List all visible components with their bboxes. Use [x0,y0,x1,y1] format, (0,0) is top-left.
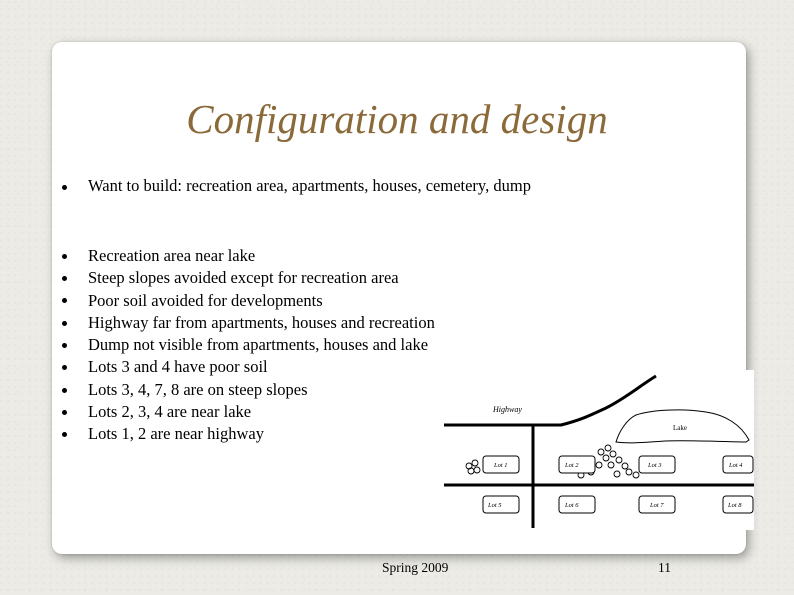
lot-label: Lot 3 [648,462,662,469]
bullet-dot [62,321,67,326]
list-item: Recreation area near lake [88,246,256,265]
list-item: Poor soil avoided for developments [88,290,323,310]
bullet-dot [62,365,67,370]
bullet-dot [62,298,67,303]
list-item: Lots 2, 3, 4 are near lake [88,402,252,422]
list-item: Lots 3, 4, 7, 8 are on steep slopes [88,379,308,399]
site-map-svg [441,370,754,530]
lot-label: Lot 8 [728,502,742,509]
bullet-dot [62,254,67,259]
footer-date: Spring 2009 [382,560,449,575]
bullet-dot [62,276,67,281]
list-item: Steep slopes avoided except for recreation area [88,268,399,288]
lot-label: Lot 2 [565,462,579,469]
lot-label: Lot 7 [650,502,664,509]
list-item: Lots 1, 2 are near highway [88,424,264,444]
bullet-dot [62,343,67,348]
list-item: Lots 3 and 4 have poor soil [88,357,268,377]
bullet-list [88,245,435,446]
bullet-dot [62,410,67,415]
list-item: Dump not visible from apartments, houses and lake [88,335,429,355]
lot-label: Lot 5 [488,502,502,509]
slide-title: Configuration and design [186,96,608,142]
list-item: Highway far from apartments, houses and recreation [88,312,435,332]
highway-label: Highway [493,405,522,414]
bullet-dot [62,432,67,437]
bullet-dot [62,388,67,393]
lot-label: Lot 6 [565,502,579,509]
site-map-diagram [441,370,754,530]
lake-label: Lake [673,424,687,432]
lot-label: Lot 1 [494,462,508,469]
lead-bullet: Want to build: recreation area, apartments, houses, cemetery, dump [88,176,531,195]
page-number: 11 [658,560,671,575]
bullet-dot [62,185,67,190]
lot-label: Lot 4 [729,462,743,469]
